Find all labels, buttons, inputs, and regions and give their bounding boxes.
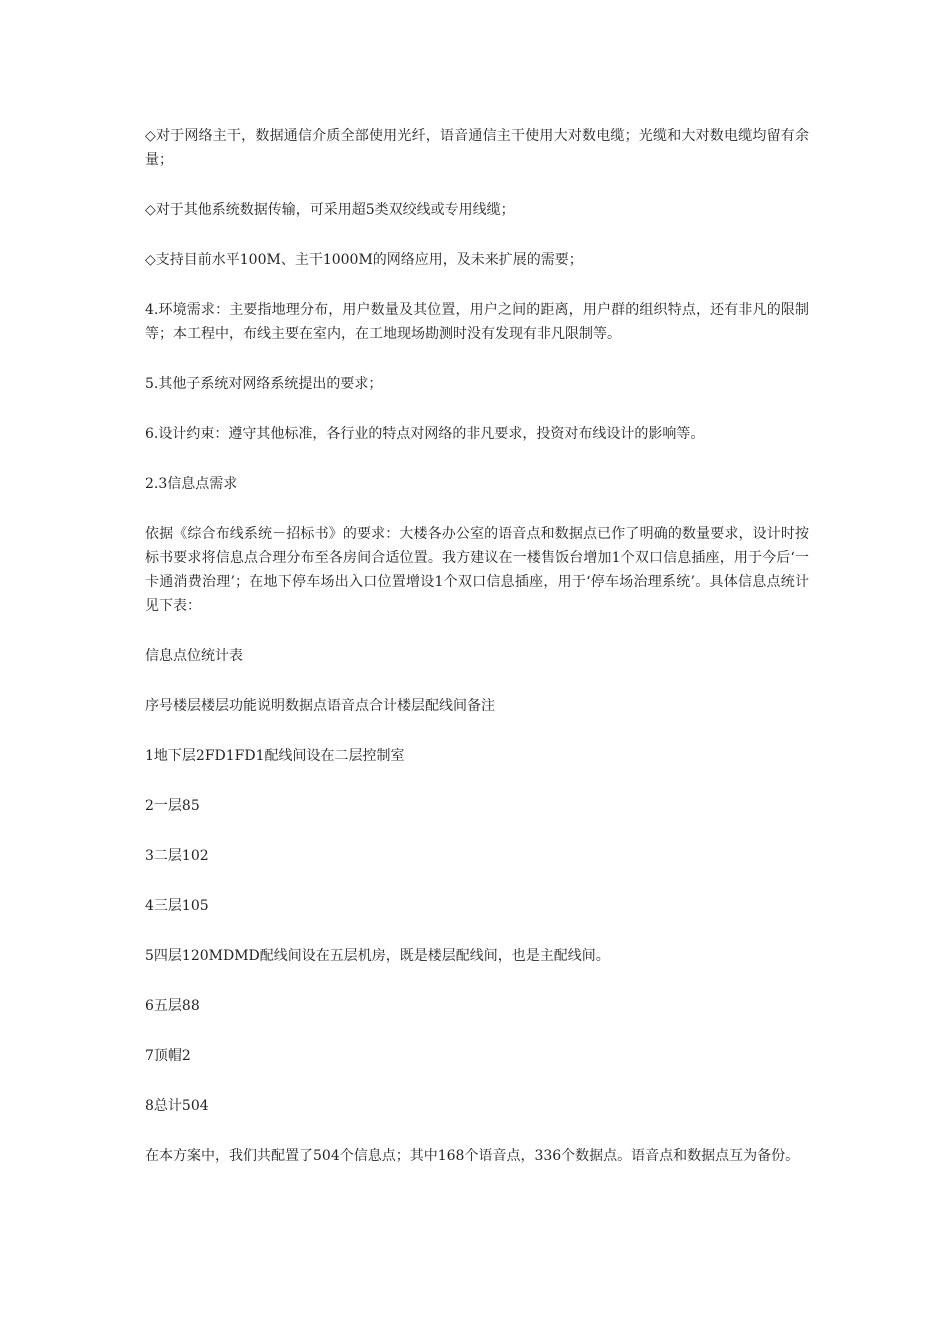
table-row: 3二层102 — [145, 848, 209, 864]
paragraph-tender-requirements: 依据《综合布线系统－招标书》的要求：大楼各办公室的语音点和数据点已作了明确的数量要求，设计时按标书要求将信息点合理分布至各房间合适位置。我方建议在一楼售饭台增加1个双口信息插座，用于今后‘一卡通消费治理’；在地下停车场出入口位置增设1个双口信息插座，用于‘停车场治理系统’。具体信息点统计见下表： — [145, 526, 809, 614]
table-row-total: 8总计504 — [145, 1098, 209, 1114]
table-title: 信息点位统计表 — [145, 648, 243, 664]
paragraph-environment-requirements: 4.环境需求：主要指地理分布，用户数量及其位置，用户之间的距离，用户群的组织特点，还有非凡的限制等；本工程中，布线主要在室内，在工地现场勘测时没有发现有非凡限制等。 — [145, 302, 809, 342]
table-row: 2一层85 — [145, 798, 200, 814]
table-header-row: 序号楼层楼层功能说明数据点语音点合计楼层配线间备注 — [145, 698, 495, 714]
table-row: 5四层120MDMD配线间设在五层机房，既是楼层配线间，也是主配线间。 — [145, 948, 610, 964]
paragraph-summary: 在本方案中，我们共配置了504个信息点；其中168个语音点，336个数据点。语音点和数据点互为备份。 — [145, 1148, 800, 1164]
paragraph-backbone-media: ◇对于网络主干，数据通信介质全部使用光纤，语音通信主干使用大对数电缆；光缆和大对数电缆均留有余量； — [145, 128, 809, 168]
table-row: 7顶帽2 — [145, 1048, 191, 1064]
table-row: 6五层88 — [145, 998, 200, 1014]
paragraph-other-systems: ◇对于其他系统数据传输，可采用超5类双绞线或专用线缆； — [145, 202, 515, 218]
document-body — [145, 124, 809, 1194]
section-heading-info-points: 2.3信息点需求 — [145, 476, 238, 492]
paragraph-network-support: ◇支持目前水平100M、主干1000M的网络应用，及未来扩展的需要； — [145, 252, 583, 268]
table-row: 1地下层2FD1FD1配线间设在二层控制室 — [145, 748, 405, 764]
paragraph-subsystem-requirements: 5.其他子系统对网络系统提出的要求； — [145, 376, 383, 392]
table-row: 4三层105 — [145, 898, 209, 914]
paragraph-design-constraints: 6.设计约束：遵守其他标准，各行业的特点对网络的非凡要求，投资对布线设计的影响等。 — [145, 426, 705, 442]
